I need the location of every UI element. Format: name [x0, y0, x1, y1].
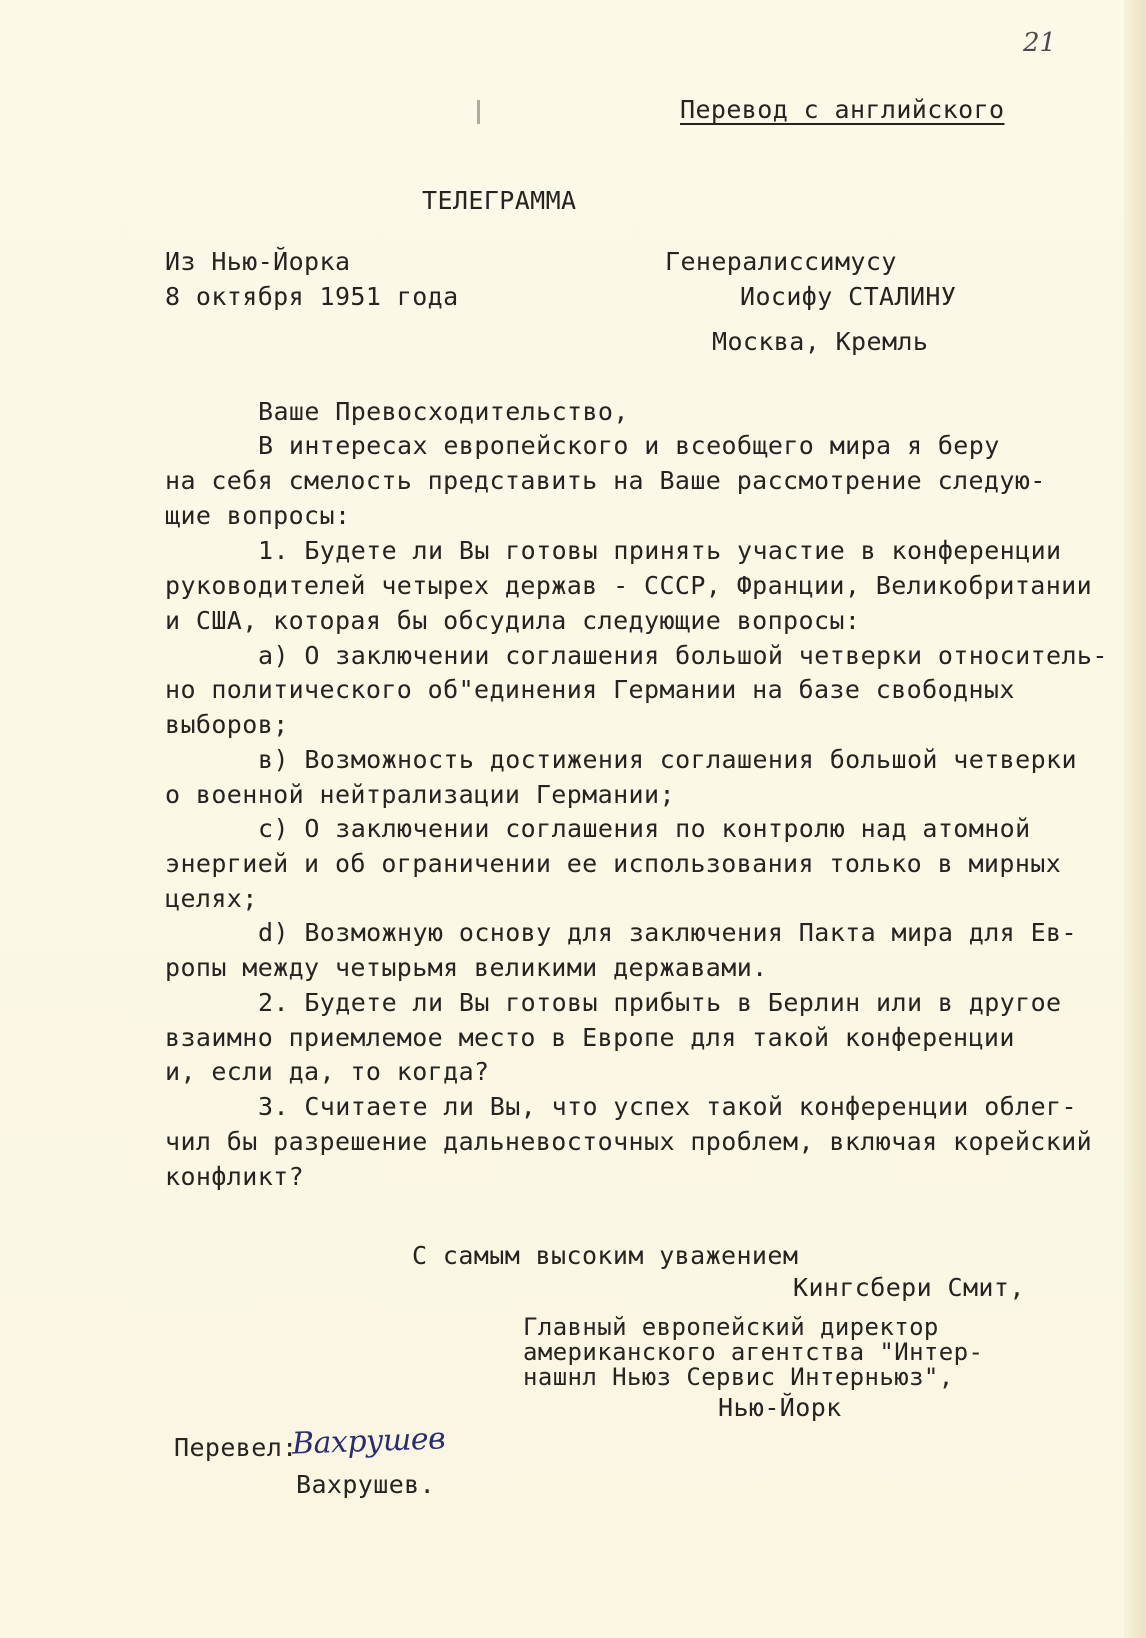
body-line: с) О заключении соглашения по контролю над атомной — [258, 814, 1031, 843]
body-line: 3. Считаете ли Вы, что успех такой конференции облег- — [258, 1092, 1077, 1121]
sender-title-line: нашнл Ньюз Сервис Интерньюз", — [523, 1363, 954, 1391]
body-line: на себя смелость представить на Ваше рассмотрение следую- — [165, 466, 1046, 495]
document-title: ТЕЛЕГРАММА — [422, 186, 577, 215]
recipient-name: Иосифу СТАЛИНУ — [740, 282, 957, 311]
sender-name: Кингсбери Смит, — [793, 1273, 1025, 1302]
body-line: ропы между четырьмя великими державами. — [165, 953, 768, 982]
body-line: В интересах европейского и всеобщего мира я беру — [258, 431, 1000, 460]
body-line: и, если да, то когда? — [165, 1057, 490, 1086]
sender-city: Нью-Йорк — [718, 1393, 842, 1422]
body-line: руководителей четырех держав - СССР, Франции, Великобритании — [165, 571, 1093, 600]
recipient-address: Москва, Кремль — [712, 327, 929, 356]
translator-name: Вахрушев. — [296, 1470, 436, 1499]
body-line: 1. Будете ли Вы готовы принять участие в конференции — [258, 536, 1062, 565]
page-number: 21 — [1023, 28, 1057, 58]
body-line: щие вопросы: — [165, 501, 351, 530]
body-line: а) О заключении соглашения большой четверки относитель- — [258, 641, 1108, 670]
closing-regards: С самым высоким уважением — [412, 1241, 799, 1270]
body-line: целях; — [165, 884, 258, 913]
body-line: и США, которая бы обсудила следующие вопросы: — [165, 606, 861, 635]
body-line: взаимно приемлемое место в Европе для такой конференции — [165, 1023, 1015, 1052]
sender-title-line: Главный европейский директор — [523, 1313, 939, 1341]
salutation: Ваше Превосходительство, — [258, 397, 629, 426]
body-line: энергией и об ограничении ее использования только в мирных — [165, 849, 1062, 878]
sender-origin: Из Нью-Йорка — [165, 247, 351, 276]
body-line: чил бы разрешение дальневосточных проблем, включая корейский — [165, 1127, 1093, 1156]
body-line: 2. Будете ли Вы готовы прибыть в Берлин или в другое — [258, 988, 1062, 1017]
sender-date: 8 октября 1951 года — [165, 282, 459, 311]
translation-note: Перевод с английского — [680, 95, 1005, 124]
body-line: конфликт? — [165, 1162, 305, 1191]
translator-signature: Вахрушев — [291, 1421, 446, 1462]
body-line: о военной нейтрализации Германии; — [165, 780, 675, 809]
body-line: выборов; — [165, 710, 289, 739]
body-line: но политического об"единения Германии на базе свободных — [165, 675, 1015, 704]
ink-mark — [477, 100, 480, 124]
sender-title-line: американского агентства "Интер- — [523, 1338, 984, 1366]
recipient-title: Генералиссимусу — [665, 247, 897, 276]
body-line: d) Возможную основу для заключения Пакта мира для Ев- — [258, 918, 1077, 947]
body-line: в) Возможность достижения соглашения большой четверки — [258, 745, 1077, 774]
translator-label: Перевел: — [174, 1433, 298, 1462]
